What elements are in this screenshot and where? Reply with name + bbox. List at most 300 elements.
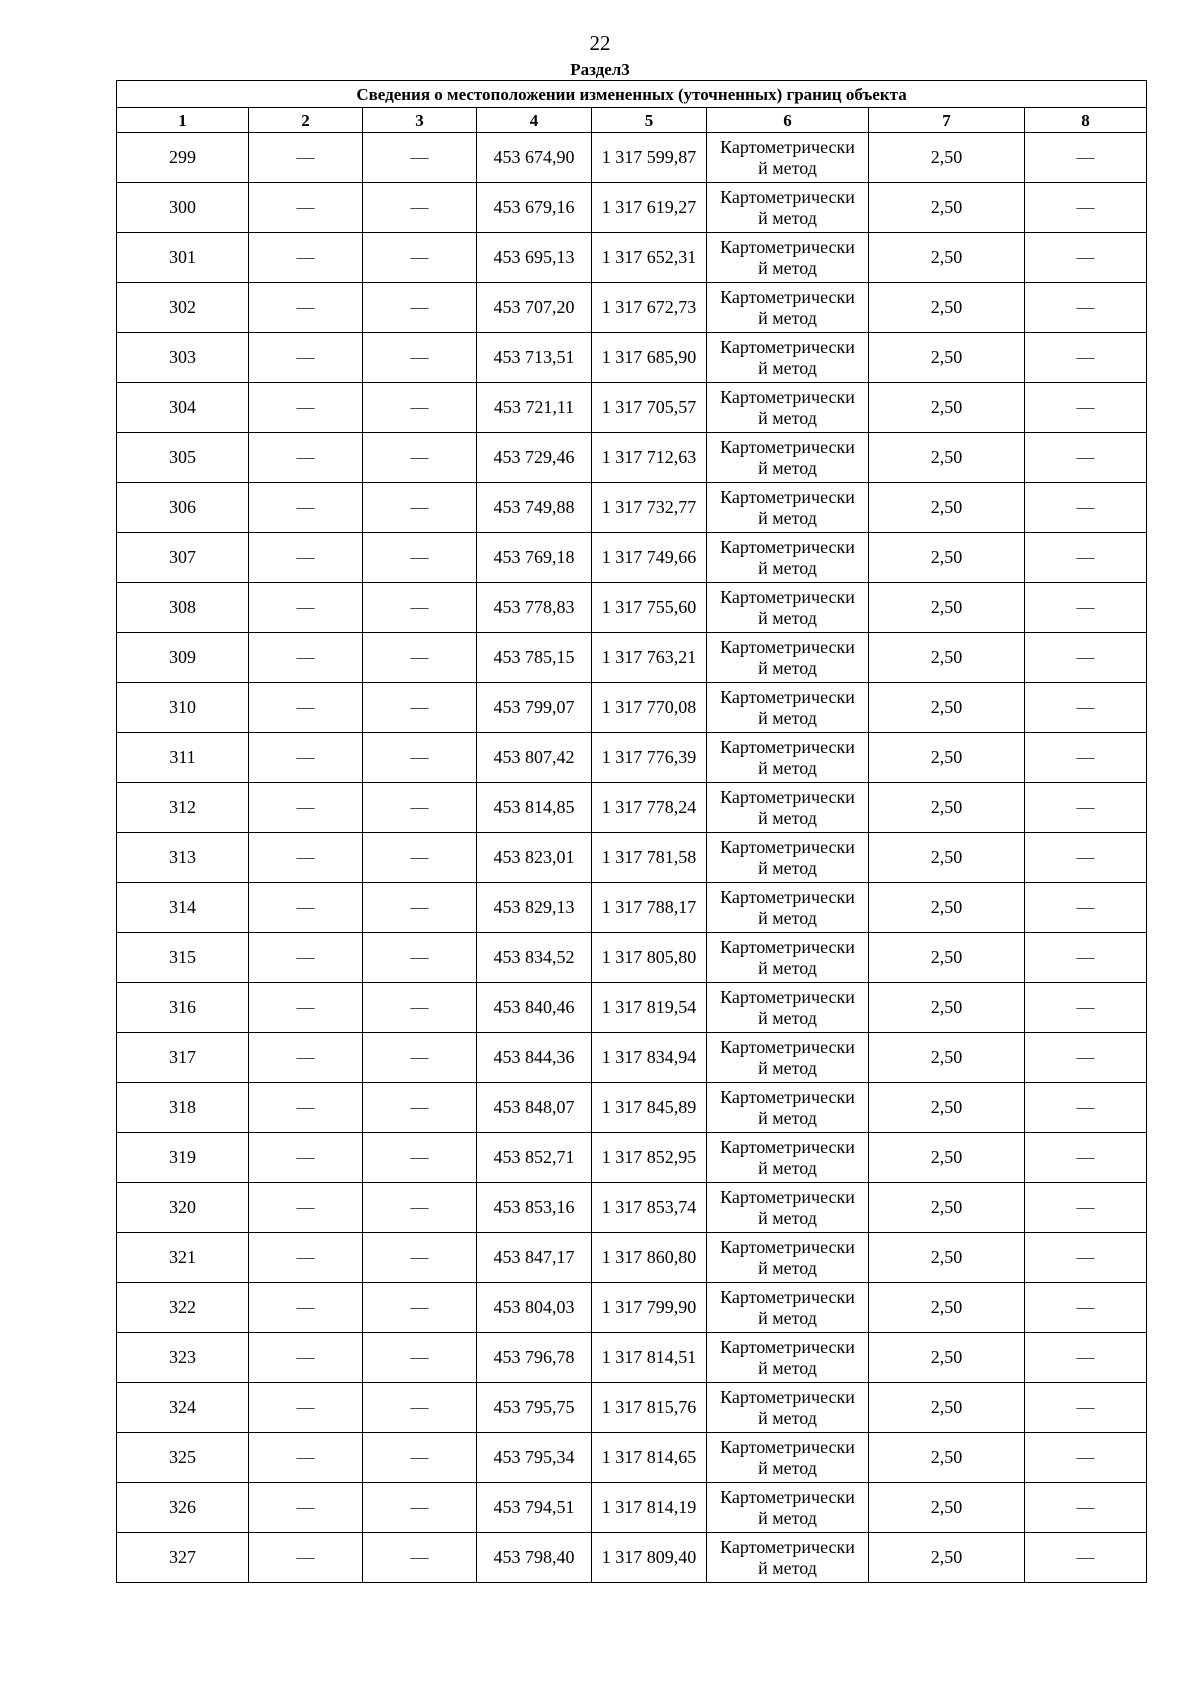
column-2-cell: — — [249, 533, 363, 583]
table-row — [117, 133, 1147, 183]
table-row — [117, 483, 1147, 533]
method-line-2: й метод — [758, 1557, 817, 1578]
method-cell — [707, 283, 869, 333]
column-8-cell: — — [1025, 333, 1147, 383]
accuracy-cell: 2,50 — [869, 283, 1025, 333]
column-2-cell: — — [249, 1333, 363, 1383]
method-cell — [707, 1333, 869, 1383]
column-8-cell: — — [1025, 633, 1147, 683]
method-cell — [707, 1033, 869, 1083]
method-cell — [707, 1183, 869, 1233]
accuracy-cell: 2,50 — [869, 1233, 1025, 1283]
column-3-cell: — — [363, 183, 477, 233]
method-line-2: й метод — [758, 1457, 817, 1478]
column-number: 1 — [117, 108, 249, 133]
x-coordinate-cell: 453 679,16 — [477, 183, 592, 233]
column-2-cell: — — [249, 883, 363, 933]
accuracy-cell: 2,50 — [869, 433, 1025, 483]
table-row — [117, 883, 1147, 933]
method-line-1: Картометрически — [720, 486, 855, 507]
x-coordinate-cell: 453 829,13 — [477, 883, 592, 933]
method-line-2: й метод — [758, 707, 817, 728]
accuracy-cell: 2,50 — [869, 1283, 1025, 1333]
column-3-cell: — — [363, 733, 477, 783]
column-3-cell: — — [363, 333, 477, 383]
column-8-cell: — — [1025, 733, 1147, 783]
method-line-2: й метод — [758, 1357, 817, 1378]
column-8-cell: — — [1025, 683, 1147, 733]
table-row — [117, 1333, 1147, 1383]
method-line-1: Картометрически — [720, 1336, 855, 1357]
y-coordinate-cell: 1 317 814,19 — [592, 1483, 707, 1533]
point-number-cell: 304 — [117, 383, 249, 433]
point-number-cell: 306 — [117, 483, 249, 533]
accuracy-cell: 2,50 — [869, 383, 1025, 433]
column-8-cell: — — [1025, 1033, 1147, 1083]
column-3-cell: — — [363, 1333, 477, 1383]
x-coordinate-cell: 453 695,13 — [477, 233, 592, 283]
method-cell — [707, 1533, 869, 1583]
y-coordinate-cell: 1 317 778,24 — [592, 783, 707, 833]
method-line-1: Картометрически — [720, 436, 855, 457]
column-3-cell: — — [363, 633, 477, 683]
method-line-1: Картометрически — [720, 686, 855, 707]
table-row — [117, 633, 1147, 683]
column-3-cell: — — [363, 983, 477, 1033]
accuracy-cell: 2,50 — [869, 683, 1025, 733]
method-cell — [707, 933, 869, 983]
column-3-cell: — — [363, 433, 477, 483]
point-number-cell: 325 — [117, 1433, 249, 1483]
column-2-cell: — — [249, 1383, 363, 1433]
point-number-cell: 308 — [117, 583, 249, 633]
column-3-cell: — — [363, 1183, 477, 1233]
y-coordinate-cell: 1 317 799,90 — [592, 1283, 707, 1333]
method-cell — [707, 483, 869, 533]
y-coordinate-cell: 1 317 814,51 — [592, 1333, 707, 1383]
x-coordinate-cell: 453 795,34 — [477, 1433, 592, 1483]
accuracy-cell: 2,50 — [869, 1433, 1025, 1483]
column-3-cell: — — [363, 1083, 477, 1133]
x-coordinate-cell: 453 799,07 — [477, 683, 592, 733]
point-number-cell: 317 — [117, 1033, 249, 1083]
method-cell — [707, 733, 869, 783]
column-2-cell: — — [249, 183, 363, 233]
column-number-row — [117, 108, 1147, 133]
column-3-cell: — — [363, 1383, 477, 1433]
x-coordinate-cell: 453 814,85 — [477, 783, 592, 833]
y-coordinate-cell: 1 317 749,66 — [592, 533, 707, 583]
y-coordinate-cell: 1 317 815,76 — [592, 1383, 707, 1433]
point-number-cell: 320 — [117, 1183, 249, 1233]
y-coordinate-cell: 1 317 619,27 — [592, 183, 707, 233]
point-number-cell: 311 — [117, 733, 249, 783]
column-3-cell: — — [363, 1483, 477, 1533]
method-line-1: Картометрически — [720, 186, 855, 207]
accuracy-cell: 2,50 — [869, 1533, 1025, 1583]
column-8-cell: — — [1025, 183, 1147, 233]
method-line-1: Картометрически — [720, 1286, 855, 1307]
column-8-cell: — — [1025, 1133, 1147, 1183]
column-2-cell: — — [249, 233, 363, 283]
method-line-2: й метод — [758, 507, 817, 528]
y-coordinate-cell: 1 317 834,94 — [592, 1033, 707, 1083]
x-coordinate-cell: 453 844,36 — [477, 1033, 592, 1083]
y-coordinate-cell: 1 317 776,39 — [592, 733, 707, 783]
method-line-2: й метод — [758, 1507, 817, 1528]
y-coordinate-cell: 1 317 809,40 — [592, 1533, 707, 1583]
table-row — [117, 1383, 1147, 1433]
column-2-cell: — — [249, 983, 363, 1033]
column-3-cell: — — [363, 233, 477, 283]
accuracy-cell: 2,50 — [869, 183, 1025, 233]
x-coordinate-cell: 453 721,11 — [477, 383, 592, 433]
method-line-2: й метод — [758, 207, 817, 228]
x-coordinate-cell: 453 852,71 — [477, 1133, 592, 1183]
y-coordinate-cell: 1 317 805,80 — [592, 933, 707, 983]
x-coordinate-cell: 453 729,46 — [477, 433, 592, 483]
method-line-1: Картометрически — [720, 1136, 855, 1157]
method-line-2: й метод — [758, 657, 817, 678]
accuracy-cell: 2,50 — [869, 483, 1025, 533]
table-row — [117, 1033, 1147, 1083]
column-2-cell: — — [249, 633, 363, 683]
method-line-2: й метод — [758, 607, 817, 628]
y-coordinate-cell: 1 317 788,17 — [592, 883, 707, 933]
column-3-cell: — — [363, 483, 477, 533]
point-number-cell: 324 — [117, 1383, 249, 1433]
accuracy-cell: 2,50 — [869, 833, 1025, 883]
accuracy-cell: 2,50 — [869, 733, 1025, 783]
method-cell — [707, 1133, 869, 1183]
point-number-cell: 302 — [117, 283, 249, 333]
y-coordinate-cell: 1 317 845,89 — [592, 1083, 707, 1133]
column-2-cell: — — [249, 433, 363, 483]
accuracy-cell: 2,50 — [869, 583, 1025, 633]
x-coordinate-cell: 453 778,83 — [477, 583, 592, 633]
method-line-1: Картометрически — [720, 286, 855, 307]
table-row — [117, 1233, 1147, 1283]
table-caption: Сведения о местоположении измененных (уточненных) границ объекта — [117, 81, 1147, 108]
accuracy-cell: 2,50 — [869, 1383, 1025, 1433]
column-3-cell: — — [363, 1533, 477, 1583]
accuracy-cell: 2,50 — [869, 1083, 1025, 1133]
table-row — [117, 383, 1147, 433]
y-coordinate-cell: 1 317 672,73 — [592, 283, 707, 333]
accuracy-cell: 2,50 — [869, 883, 1025, 933]
point-number-cell: 327 — [117, 1533, 249, 1583]
method-line-2: й метод — [758, 357, 817, 378]
table-row — [117, 1433, 1147, 1483]
method-line-2: й метод — [758, 407, 817, 428]
column-8-cell: — — [1025, 1533, 1147, 1583]
method-cell — [707, 233, 869, 283]
x-coordinate-cell: 453 713,51 — [477, 333, 592, 383]
method-line-1: Картометрически — [720, 1386, 855, 1407]
method-line-1: Картометрически — [720, 136, 855, 157]
boundary-coordinates-table — [116, 80, 1147, 1583]
column-3-cell: — — [363, 1233, 477, 1283]
column-8-cell: — — [1025, 233, 1147, 283]
column-2-cell: — — [249, 333, 363, 383]
x-coordinate-cell: 453 785,15 — [477, 633, 592, 683]
point-number-cell: 310 — [117, 683, 249, 733]
column-2-cell: — — [249, 133, 363, 183]
method-line-2: й метод — [758, 807, 817, 828]
method-line-1: Картометрически — [720, 636, 855, 657]
column-3-cell: — — [363, 583, 477, 633]
method-line-1: Картометрически — [720, 786, 855, 807]
accuracy-cell: 2,50 — [869, 1033, 1025, 1083]
table-row — [117, 733, 1147, 783]
column-3-cell: — — [363, 1283, 477, 1333]
x-coordinate-cell: 453 796,78 — [477, 1333, 592, 1383]
column-8-cell: — — [1025, 883, 1147, 933]
method-line-2: й метод — [758, 1307, 817, 1328]
column-2-cell: — — [249, 1083, 363, 1133]
column-3-cell: — — [363, 133, 477, 183]
y-coordinate-cell: 1 317 763,21 — [592, 633, 707, 683]
point-number-cell: 316 — [117, 983, 249, 1033]
table-row — [117, 1083, 1147, 1133]
column-8-cell: — — [1025, 483, 1147, 533]
y-coordinate-cell: 1 317 755,60 — [592, 583, 707, 633]
y-coordinate-cell: 1 317 599,87 — [592, 133, 707, 183]
y-coordinate-cell: 1 317 853,74 — [592, 1183, 707, 1233]
x-coordinate-cell: 453 707,20 — [477, 283, 592, 333]
column-2-cell: — — [249, 1133, 363, 1183]
x-coordinate-cell: 453 795,75 — [477, 1383, 592, 1433]
x-coordinate-cell: 453 853,16 — [477, 1183, 592, 1233]
column-2-cell: — — [249, 1433, 363, 1483]
column-8-cell: — — [1025, 833, 1147, 883]
method-line-1: Картометрически — [720, 1186, 855, 1207]
method-line-1: Картометрически — [720, 386, 855, 407]
method-line-2: й метод — [758, 457, 817, 478]
method-line-2: й метод — [758, 1057, 817, 1078]
accuracy-cell: 2,50 — [869, 783, 1025, 833]
column-2-cell: — — [249, 583, 363, 633]
column-3-cell: — — [363, 783, 477, 833]
column-3-cell: — — [363, 283, 477, 333]
method-line-2: й метод — [758, 857, 817, 878]
column-8-cell: — — [1025, 1483, 1147, 1533]
table-row — [117, 983, 1147, 1033]
x-coordinate-cell: 453 794,51 — [477, 1483, 592, 1533]
method-cell — [707, 1283, 869, 1333]
accuracy-cell: 2,50 — [869, 333, 1025, 383]
table-row — [117, 333, 1147, 383]
method-line-1: Картометрически — [720, 1536, 855, 1557]
table-row — [117, 1133, 1147, 1183]
method-line-1: Картометрически — [720, 836, 855, 857]
column-8-cell: — — [1025, 1183, 1147, 1233]
method-line-2: й метод — [758, 957, 817, 978]
column-2-cell: — — [249, 1183, 363, 1233]
table-row — [117, 1183, 1147, 1233]
x-coordinate-cell: 453 840,46 — [477, 983, 592, 1033]
x-coordinate-cell: 453 798,40 — [477, 1533, 592, 1583]
method-cell — [707, 633, 869, 683]
method-line-1: Картометрически — [720, 986, 855, 1007]
column-8-cell: — — [1025, 433, 1147, 483]
method-line-2: й метод — [758, 1257, 817, 1278]
accuracy-cell: 2,50 — [869, 133, 1025, 183]
point-number-cell: 315 — [117, 933, 249, 983]
column-number: 7 — [869, 108, 1025, 133]
point-number-cell: 305 — [117, 433, 249, 483]
table-row — [117, 1533, 1147, 1583]
accuracy-cell: 2,50 — [869, 233, 1025, 283]
column-8-cell: — — [1025, 983, 1147, 1033]
column-8-cell: — — [1025, 1383, 1147, 1433]
point-number-cell: 309 — [117, 633, 249, 683]
table-row — [117, 233, 1147, 283]
method-line-1: Картометрически — [720, 536, 855, 557]
method-line-1: Картометрически — [720, 1436, 855, 1457]
column-3-cell: — — [363, 383, 477, 433]
accuracy-cell: 2,50 — [869, 983, 1025, 1033]
method-line-2: й метод — [758, 907, 817, 928]
section-title: Раздел3 — [570, 60, 630, 79]
method-line-1: Картометрически — [720, 236, 855, 257]
method-cell — [707, 333, 869, 383]
method-line-2: й метод — [758, 757, 817, 778]
x-coordinate-cell: 453 674,90 — [477, 133, 592, 183]
method-line-1: Картометрически — [720, 1486, 855, 1507]
method-line-2: й метод — [758, 1107, 817, 1128]
column-8-cell: — — [1025, 1233, 1147, 1283]
x-coordinate-cell: 453 823,01 — [477, 833, 592, 883]
method-line-2: й метод — [758, 557, 817, 578]
method-cell — [707, 833, 869, 883]
column-2-cell: — — [249, 283, 363, 333]
column-3-cell: — — [363, 833, 477, 883]
column-2-cell: — — [249, 1233, 363, 1283]
y-coordinate-cell: 1 317 685,90 — [592, 333, 707, 383]
column-2-cell: — — [249, 783, 363, 833]
column-8-cell: — — [1025, 1333, 1147, 1383]
column-number: 3 — [363, 108, 477, 133]
point-number-cell: 321 — [117, 1233, 249, 1283]
method-cell — [707, 1083, 869, 1133]
method-cell — [707, 983, 869, 1033]
table-row — [117, 833, 1147, 883]
accuracy-cell: 2,50 — [869, 533, 1025, 583]
method-line-2: й метод — [758, 1207, 817, 1228]
point-number-cell: 313 — [117, 833, 249, 883]
column-8-cell: — — [1025, 1083, 1147, 1133]
x-coordinate-cell: 453 749,88 — [477, 483, 592, 533]
y-coordinate-cell: 1 317 814,65 — [592, 1433, 707, 1483]
column-2-cell: — — [249, 1033, 363, 1083]
column-8-cell: — — [1025, 533, 1147, 583]
column-2-cell: — — [249, 733, 363, 783]
column-3-cell: — — [363, 933, 477, 983]
accuracy-cell: 2,50 — [869, 1483, 1025, 1533]
method-cell — [707, 683, 869, 733]
y-coordinate-cell: 1 317 705,57 — [592, 383, 707, 433]
table-row — [117, 933, 1147, 983]
method-line-2: й метод — [758, 257, 817, 278]
method-cell — [707, 583, 869, 633]
table-row — [117, 183, 1147, 233]
method-line-1: Картометрически — [720, 736, 855, 757]
column-2-cell: — — [249, 833, 363, 883]
table-row — [117, 283, 1147, 333]
method-line-1: Картометрически — [720, 1086, 855, 1107]
table-row — [117, 583, 1147, 633]
table-row — [117, 783, 1147, 833]
method-line-1: Картометрически — [720, 336, 855, 357]
column-2-cell: — — [249, 1283, 363, 1333]
column-3-cell: — — [363, 683, 477, 733]
column-8-cell: — — [1025, 383, 1147, 433]
method-cell — [707, 1383, 869, 1433]
column-8-cell: — — [1025, 783, 1147, 833]
method-cell — [707, 533, 869, 583]
y-coordinate-cell: 1 317 860,80 — [592, 1233, 707, 1283]
column-8-cell: — — [1025, 933, 1147, 983]
accuracy-cell: 2,50 — [869, 1133, 1025, 1183]
method-cell — [707, 1433, 869, 1483]
point-number-cell: 307 — [117, 533, 249, 583]
point-number-cell: 326 — [117, 1483, 249, 1533]
method-cell — [707, 1483, 869, 1533]
point-number-cell: 299 — [117, 133, 249, 183]
x-coordinate-cell: 453 834,52 — [477, 933, 592, 983]
y-coordinate-cell: 1 317 781,58 — [592, 833, 707, 883]
point-number-cell: 314 — [117, 883, 249, 933]
point-number-cell: 323 — [117, 1333, 249, 1383]
y-coordinate-cell: 1 317 852,95 — [592, 1133, 707, 1183]
column-2-cell: — — [249, 933, 363, 983]
x-coordinate-cell: 453 804,03 — [477, 1283, 592, 1333]
table-row — [117, 683, 1147, 733]
column-number: 4 — [477, 108, 592, 133]
accuracy-cell: 2,50 — [869, 1333, 1025, 1383]
accuracy-cell: 2,50 — [869, 1183, 1025, 1233]
column-8-cell: — — [1025, 283, 1147, 333]
method-line-1: Картометрически — [720, 586, 855, 607]
method-line-2: й метод — [758, 1407, 817, 1428]
method-line-1: Картометрически — [720, 886, 855, 907]
column-8-cell: — — [1025, 133, 1147, 183]
x-coordinate-cell: 453 847,17 — [477, 1233, 592, 1283]
column-number: 2 — [249, 108, 363, 133]
column-2-cell: — — [249, 383, 363, 433]
table-body — [117, 133, 1147, 1583]
point-number-cell: 300 — [117, 183, 249, 233]
point-number-cell: 312 — [117, 783, 249, 833]
column-8-cell: — — [1025, 1283, 1147, 1333]
column-3-cell: — — [363, 883, 477, 933]
y-coordinate-cell: 1 317 819,54 — [592, 983, 707, 1033]
method-cell — [707, 133, 869, 183]
column-8-cell: — — [1025, 583, 1147, 633]
table-row — [117, 533, 1147, 583]
method-cell — [707, 383, 869, 433]
column-3-cell: — — [363, 1133, 477, 1183]
table-row — [117, 1283, 1147, 1333]
method-line-1: Картометрически — [720, 1236, 855, 1257]
accuracy-cell: 2,50 — [869, 933, 1025, 983]
method-cell — [707, 433, 869, 483]
method-line-2: й метод — [758, 1157, 817, 1178]
column-2-cell: — — [249, 1533, 363, 1583]
column-number: 5 — [592, 108, 707, 133]
y-coordinate-cell: 1 317 732,77 — [592, 483, 707, 533]
